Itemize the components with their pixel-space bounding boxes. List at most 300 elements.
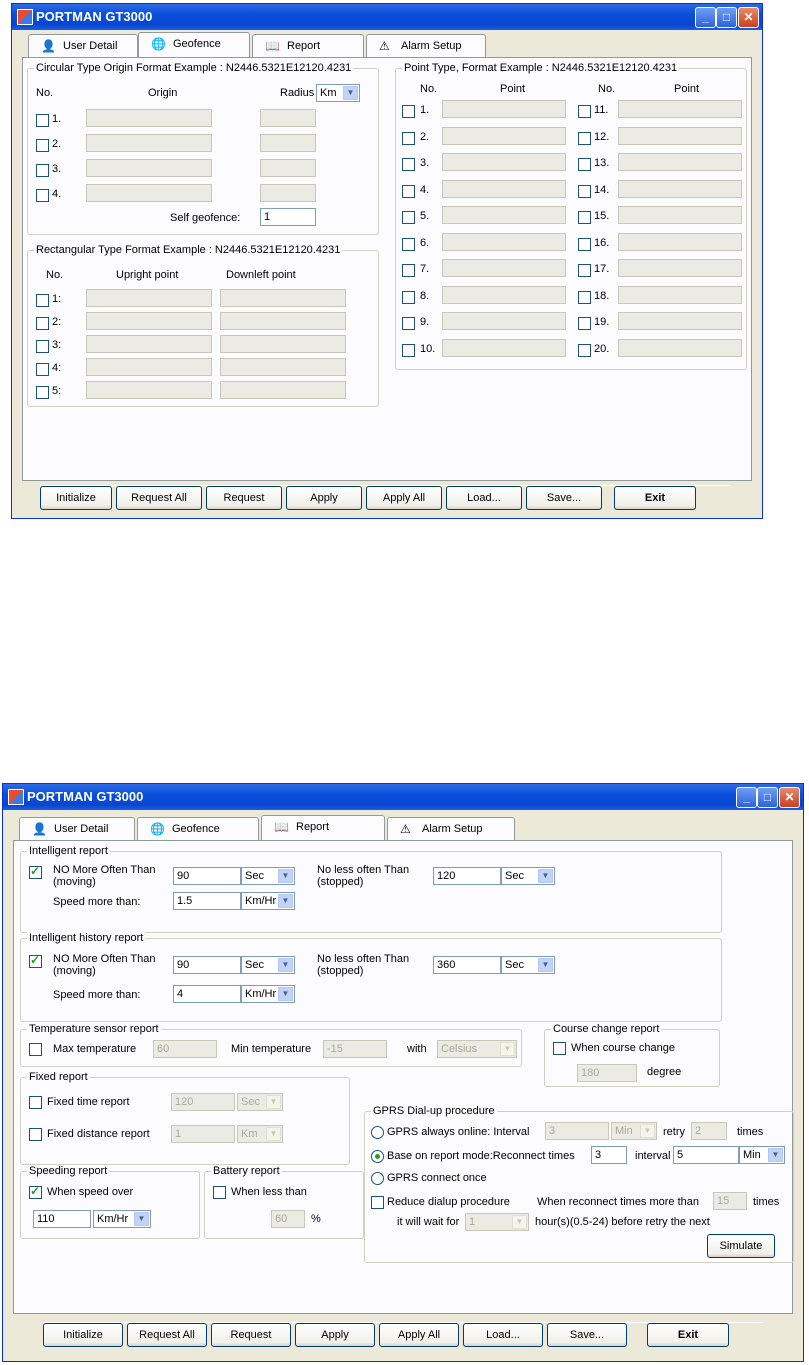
button-label: Exit bbox=[644, 492, 666, 504]
fixed-report-group bbox=[20, 1071, 350, 1165]
max-temperature-field[interactable] bbox=[153, 1040, 217, 1058]
request-button[interactable] bbox=[211, 1323, 291, 1347]
field-value: 60 bbox=[157, 1043, 170, 1055]
origin-field[interactable] bbox=[86, 109, 212, 127]
tab-alarm-setup[interactable] bbox=[387, 817, 515, 840]
radius-field[interactable] bbox=[260, 184, 316, 202]
row-number: 6. bbox=[420, 236, 430, 249]
degree-label: degree bbox=[647, 1066, 682, 1078]
column-header: No. bbox=[46, 269, 64, 281]
row-number: 12. bbox=[594, 130, 610, 143]
fixed-time-checkbox[interactable] bbox=[29, 1096, 42, 1109]
row-number: 20. bbox=[594, 342, 610, 355]
exit-button[interactable] bbox=[614, 486, 696, 510]
button-label: Load... bbox=[486, 1329, 520, 1341]
field-value: 60 bbox=[275, 1213, 288, 1225]
times-label: times bbox=[753, 1196, 780, 1208]
max-temperature-checkbox[interactable] bbox=[29, 1043, 42, 1056]
fixed-distance-field[interactable] bbox=[171, 1125, 235, 1143]
wait-label: it will wait for bbox=[397, 1216, 460, 1228]
temperature-group bbox=[20, 1023, 522, 1067]
field-value: 1 bbox=[264, 211, 271, 223]
column-header: Downleft point bbox=[226, 269, 296, 281]
simulate-button[interactable] bbox=[707, 1234, 775, 1258]
save-button[interactable] bbox=[547, 1323, 627, 1347]
initialize-button[interactable] bbox=[43, 1323, 123, 1347]
row-number: 15. bbox=[594, 210, 610, 222]
point-checkbox[interactable] bbox=[578, 132, 591, 145]
row-number: 5. bbox=[420, 210, 430, 222]
row-number: 2. bbox=[52, 138, 62, 150]
apply-button[interactable] bbox=[295, 1323, 375, 1347]
row-number: 2: bbox=[52, 316, 62, 328]
connect-once-radio[interactable] bbox=[371, 1172, 384, 1185]
warning-icon: ⚠ bbox=[400, 822, 411, 836]
point-field[interactable] bbox=[442, 153, 566, 171]
select-value: Sec bbox=[245, 959, 264, 971]
select-value: Sec bbox=[241, 1096, 260, 1108]
tab-label: Alarm Setup bbox=[401, 40, 462, 52]
globe-icon: 🌐 bbox=[150, 822, 165, 836]
gprs-group bbox=[364, 1105, 794, 1263]
retry-field[interactable] bbox=[691, 1122, 727, 1140]
column-header: Radius bbox=[280, 87, 315, 99]
button-bar bbox=[43, 1322, 763, 1351]
circular-group bbox=[27, 62, 379, 235]
no-more-unit-select[interactable] bbox=[241, 956, 295, 974]
point-field[interactable] bbox=[442, 312, 566, 330]
select-value: Km/Hr bbox=[97, 1213, 129, 1225]
speeding-value-field[interactable] bbox=[33, 1210, 91, 1228]
tab-label: User Detail bbox=[63, 40, 118, 52]
group-title: Point Type, Format Example : N2446.5321E12120.4231 bbox=[404, 62, 678, 74]
row-number: 11. bbox=[594, 104, 609, 116]
button-bar bbox=[40, 485, 730, 514]
point-field[interactable] bbox=[442, 206, 566, 224]
downleft-field[interactable] bbox=[220, 335, 346, 353]
field-value: 3 bbox=[549, 1125, 556, 1137]
rect-checkbox[interactable] bbox=[36, 363, 49, 376]
reduce-dialup-checkbox[interactable] bbox=[371, 1196, 384, 1209]
column-header: No. bbox=[598, 83, 616, 95]
speed-field[interactable] bbox=[173, 892, 241, 910]
column-header: Upright point bbox=[116, 269, 179, 281]
select-value: Km/Hr bbox=[245, 988, 277, 1000]
point-field[interactable] bbox=[618, 339, 742, 357]
globe-icon: 🌐 bbox=[151, 37, 166, 51]
downleft-field[interactable] bbox=[220, 312, 346, 330]
self-geofence-field[interactable] bbox=[260, 208, 316, 226]
select-value: Min bbox=[615, 1125, 633, 1137]
point-checkbox[interactable] bbox=[402, 291, 415, 304]
close-button[interactable]: ✕ bbox=[738, 7, 759, 28]
no-less-field[interactable] bbox=[433, 867, 501, 885]
user-detail-icon: 👤 bbox=[32, 822, 47, 836]
row-number: 16. bbox=[594, 236, 610, 249]
apply-all-button[interactable] bbox=[366, 486, 442, 510]
no-less-field[interactable] bbox=[433, 956, 501, 974]
downleft-field[interactable] bbox=[220, 358, 346, 376]
upright-field[interactable] bbox=[86, 381, 212, 399]
point-checkbox[interactable] bbox=[402, 132, 415, 145]
radius-field[interactable] bbox=[260, 109, 316, 127]
chevron-down-icon: ▼ bbox=[538, 958, 553, 972]
load-button[interactable] bbox=[463, 1323, 543, 1347]
speed-label: Speed more than: bbox=[53, 989, 141, 1001]
group-title: Intelligent history report bbox=[29, 932, 144, 944]
row-number: 4. bbox=[52, 188, 62, 200]
tab-report[interactable] bbox=[252, 34, 364, 57]
point-field[interactable] bbox=[442, 339, 566, 357]
point-field[interactable] bbox=[618, 312, 742, 330]
save-button[interactable] bbox=[526, 486, 602, 510]
field-value: 120 bbox=[437, 870, 456, 882]
point-checkbox[interactable] bbox=[402, 317, 415, 330]
button-label: Request All bbox=[139, 1329, 195, 1341]
tab-user-detail[interactable] bbox=[28, 34, 138, 57]
no-more-label: NO More Often Than (moving) bbox=[53, 953, 156, 977]
chevron-down-icon: ▼ bbox=[134, 1212, 149, 1226]
group-title: Fixed report bbox=[29, 1071, 88, 1083]
rect-checkbox[interactable] bbox=[36, 294, 49, 307]
circular-checkbox[interactable] bbox=[36, 114, 49, 127]
interval-label: interval bbox=[635, 1150, 671, 1162]
request-button[interactable] bbox=[206, 486, 282, 510]
point-checkbox[interactable] bbox=[402, 158, 415, 171]
point-field[interactable] bbox=[618, 153, 742, 171]
tab-label: Geofence bbox=[172, 823, 220, 835]
point-checkbox[interactable] bbox=[578, 291, 591, 304]
speeding-checkbox[interactable] bbox=[29, 1186, 42, 1199]
row-number: 2. bbox=[420, 130, 430, 143]
group-title: GPRS Dial-up procedure bbox=[373, 1105, 495, 1117]
point-field[interactable] bbox=[442, 127, 566, 145]
chevron-down-icon: ▼ bbox=[278, 958, 293, 972]
origin-field[interactable] bbox=[86, 134, 212, 152]
select-value: Sec bbox=[245, 870, 264, 882]
exit-button[interactable] bbox=[647, 1323, 729, 1347]
no-more-field[interactable] bbox=[173, 867, 241, 885]
upright-field[interactable] bbox=[86, 335, 212, 353]
row-number: 10. bbox=[420, 342, 436, 355]
tab-geofence[interactable] bbox=[138, 32, 250, 57]
book-icon: 📖 bbox=[274, 820, 289, 834]
column-header: Point bbox=[674, 83, 700, 95]
button-label: Apply bbox=[321, 1329, 349, 1341]
group-title: Rectangular Type Format Example : N2446.5321E12120.4231 bbox=[36, 244, 341, 256]
rect-checkbox[interactable] bbox=[36, 340, 49, 353]
no-more-unit-select[interactable] bbox=[241, 867, 295, 885]
history-report-group bbox=[20, 932, 722, 1022]
no-less-label: No less often Than (stopped) bbox=[317, 864, 410, 888]
title-bar[interactable] bbox=[3, 784, 803, 810]
point-checkbox[interactable] bbox=[402, 105, 415, 118]
tab-strip bbox=[19, 817, 799, 841]
always-interval-field[interactable] bbox=[545, 1122, 609, 1140]
point-field[interactable] bbox=[442, 100, 566, 118]
upright-field[interactable] bbox=[86, 358, 212, 376]
battery-group bbox=[204, 1165, 364, 1239]
initialize-button[interactable] bbox=[40, 486, 112, 510]
column-header: Origin bbox=[148, 87, 178, 99]
point-checkbox[interactable] bbox=[578, 185, 591, 198]
field-value: -15 bbox=[327, 1043, 343, 1055]
field-value: 120 bbox=[175, 1096, 194, 1108]
with-label: with bbox=[407, 1043, 427, 1055]
circular-checkbox[interactable] bbox=[36, 189, 49, 202]
tab-label: Report bbox=[287, 40, 321, 52]
column-header: Point bbox=[500, 83, 526, 95]
select-value: Sec bbox=[505, 959, 524, 971]
point-checkbox[interactable] bbox=[578, 158, 591, 171]
window-title: PORTMAN GT3000 bbox=[36, 9, 153, 24]
reduce-dialup-label: Reduce dialup procedure bbox=[387, 1196, 510, 1208]
tab-label: Alarm Setup bbox=[422, 823, 483, 835]
field-value: 110 bbox=[37, 1213, 55, 1225]
row-number: 19. bbox=[594, 316, 610, 328]
hours-label: hour(s)(0.5-24) before retry the next bbox=[535, 1216, 710, 1228]
field-value: 2 bbox=[695, 1125, 702, 1137]
row-number: 3. bbox=[52, 163, 62, 175]
button-label: Apply bbox=[310, 492, 338, 504]
row-number: 1. bbox=[52, 113, 62, 125]
point-field[interactable] bbox=[618, 100, 742, 118]
chevron-down-icon: ▼ bbox=[266, 1127, 281, 1141]
chevron-down-icon: ▼ bbox=[278, 894, 293, 908]
field-value: 1 bbox=[175, 1128, 182, 1140]
when-reconnect-label: When reconnect times more than bbox=[537, 1196, 700, 1208]
row-number: 1: bbox=[52, 293, 62, 305]
chevron-down-icon: ▼ bbox=[278, 987, 293, 1001]
row-number: 8. bbox=[420, 289, 430, 302]
tab-label: Geofence bbox=[173, 38, 221, 50]
interval-unit-select[interactable] bbox=[739, 1146, 785, 1164]
course-degree-field[interactable] bbox=[577, 1064, 637, 1082]
max-temperature-label: Max temperature bbox=[53, 1043, 137, 1055]
row-number: 18. bbox=[594, 289, 610, 302]
point-group bbox=[395, 62, 747, 370]
gprs-always-online-radio[interactable] bbox=[371, 1126, 384, 1139]
group-title: Battery report bbox=[213, 1165, 280, 1177]
button-label: Save... bbox=[546, 492, 582, 504]
field-value: 90 bbox=[177, 959, 190, 971]
no-more-field[interactable] bbox=[173, 956, 241, 974]
tab-alarm-setup[interactable] bbox=[366, 34, 486, 57]
point-field[interactable] bbox=[442, 286, 566, 304]
point-field[interactable] bbox=[618, 233, 742, 251]
title-bar[interactable] bbox=[12, 4, 762, 30]
row-number: 17. bbox=[594, 263, 610, 275]
point-field[interactable] bbox=[618, 180, 742, 198]
tab-strip bbox=[28, 34, 748, 58]
point-checkbox[interactable] bbox=[402, 238, 415, 251]
fixed-distance-checkbox[interactable] bbox=[29, 1128, 42, 1141]
select-value: Sec bbox=[505, 870, 524, 882]
minimize-button[interactable]: _ bbox=[736, 787, 757, 808]
downleft-field[interactable] bbox=[220, 289, 346, 307]
fixed-distance-unit-select[interactable] bbox=[237, 1125, 283, 1143]
point-checkbox[interactable] bbox=[578, 211, 591, 224]
no-less-unit-select[interactable] bbox=[501, 956, 555, 974]
report-window bbox=[2, 783, 804, 1362]
book-icon: 📖 bbox=[265, 39, 280, 53]
row-number: 9. bbox=[420, 316, 430, 328]
point-checkbox[interactable] bbox=[402, 264, 415, 277]
chevron-down-icon: ▼ bbox=[768, 1148, 783, 1162]
point-field[interactable] bbox=[618, 286, 742, 304]
chevron-down-icon: ▼ bbox=[278, 869, 293, 883]
upright-field[interactable] bbox=[86, 312, 212, 330]
geofence-window bbox=[11, 3, 763, 519]
select-value: Celsius bbox=[441, 1043, 478, 1055]
chevron-down-icon: ▼ bbox=[512, 1215, 527, 1229]
circular-checkbox[interactable] bbox=[36, 139, 49, 152]
button-label: Apply All bbox=[397, 1329, 441, 1341]
always-interval-unit-select[interactable] bbox=[611, 1122, 657, 1140]
point-field[interactable] bbox=[442, 180, 566, 198]
button-label: Apply All bbox=[382, 492, 426, 504]
row-number: 4: bbox=[52, 362, 62, 374]
upright-field[interactable] bbox=[86, 289, 212, 307]
history-report-checkbox[interactable] bbox=[29, 955, 42, 968]
maximize-button[interactable]: □ bbox=[716, 7, 737, 28]
field-value: 4 bbox=[177, 988, 184, 1000]
wait-hours-select[interactable] bbox=[465, 1213, 529, 1231]
minimize-button[interactable]: _ bbox=[695, 7, 716, 28]
course-change-checkbox[interactable] bbox=[553, 1042, 566, 1055]
intelligent-report-checkbox[interactable] bbox=[29, 866, 42, 879]
request-all-button[interactable] bbox=[127, 1323, 207, 1347]
report-mode-radio[interactable] bbox=[371, 1150, 384, 1163]
battery-checkbox[interactable] bbox=[213, 1186, 226, 1199]
rect-checkbox[interactable] bbox=[36, 386, 49, 399]
no-less-label: No less often Than (stopped) bbox=[317, 953, 410, 977]
tab-user-detail[interactable] bbox=[19, 817, 135, 840]
intelligent-report-group bbox=[20, 845, 722, 933]
tab-report[interactable] bbox=[261, 815, 385, 840]
tab-geofence[interactable] bbox=[137, 817, 259, 840]
button-label: Request All bbox=[131, 492, 187, 504]
no-less-unit-select[interactable] bbox=[501, 867, 555, 885]
rectangular-group bbox=[27, 244, 379, 407]
column-header: No. bbox=[420, 83, 438, 95]
interval-field[interactable] bbox=[673, 1146, 739, 1164]
radius-field[interactable] bbox=[260, 134, 316, 152]
radius-unit-select[interactable] bbox=[316, 84, 360, 102]
field-value: 360 bbox=[437, 959, 456, 971]
close-button[interactable]: ✕ bbox=[779, 787, 800, 808]
row-number: 13. bbox=[594, 157, 610, 169]
chevron-down-icon: ▼ bbox=[343, 86, 358, 100]
fixed-time-field[interactable] bbox=[171, 1093, 235, 1111]
reconnect-times-field[interactable] bbox=[591, 1146, 627, 1164]
radius-field[interactable] bbox=[260, 159, 316, 177]
point-field[interactable] bbox=[442, 259, 566, 277]
point-field[interactable] bbox=[618, 259, 742, 277]
point-checkbox[interactable] bbox=[578, 238, 591, 251]
row-number: 7. bbox=[420, 263, 430, 275]
button-label: Request bbox=[230, 1329, 272, 1341]
point-field[interactable] bbox=[618, 206, 742, 224]
fixed-time-unit-select[interactable] bbox=[237, 1093, 283, 1111]
apply-all-button[interactable] bbox=[379, 1323, 459, 1347]
point-checkbox[interactable] bbox=[578, 105, 591, 118]
row-number: 5: bbox=[52, 385, 62, 397]
point-checkbox[interactable] bbox=[578, 317, 591, 330]
row-number: 3: bbox=[52, 339, 62, 351]
button-label: Save... bbox=[569, 1329, 605, 1341]
group-title: Circular Type Origin Format Example : N2446.5321E12120.4231 bbox=[36, 62, 352, 74]
speed-unit-select[interactable] bbox=[241, 985, 295, 1003]
rect-checkbox[interactable] bbox=[36, 317, 49, 330]
chevron-down-icon: ▼ bbox=[640, 1124, 655, 1138]
window-title: PORTMAN GT3000 bbox=[27, 789, 144, 804]
apply-button[interactable] bbox=[286, 486, 362, 510]
battery-value-field[interactable] bbox=[271, 1210, 305, 1228]
percent-label: % bbox=[311, 1213, 321, 1225]
select-value: Km bbox=[241, 1128, 258, 1140]
circular-checkbox[interactable] bbox=[36, 164, 49, 177]
point-field[interactable] bbox=[442, 233, 566, 251]
geofence-panel bbox=[22, 57, 752, 481]
point-checkbox[interactable] bbox=[578, 344, 591, 357]
field-value: 90 bbox=[177, 870, 190, 882]
button-label: Simulate bbox=[719, 1240, 763, 1252]
row-number: 1. bbox=[420, 104, 430, 116]
fixed-time-label: Fixed time report bbox=[47, 1096, 130, 1108]
retry-label: retry bbox=[663, 1126, 685, 1138]
button-label: Exit bbox=[677, 1329, 699, 1341]
downleft-field[interactable] bbox=[220, 381, 346, 399]
speeding-unit-select[interactable] bbox=[93, 1210, 151, 1228]
speeding-group bbox=[20, 1165, 200, 1239]
connect-once-label: GPRS connect once bbox=[387, 1172, 487, 1184]
field-value: 1.5 bbox=[177, 895, 193, 907]
group-title: Temperature sensor report bbox=[29, 1023, 159, 1035]
point-field[interactable] bbox=[618, 127, 742, 145]
request-all-button[interactable] bbox=[116, 486, 202, 510]
column-header: No. bbox=[36, 87, 54, 99]
report-mode-label: Base on report mode:Reconnect times bbox=[387, 1150, 575, 1162]
speed-unit-select[interactable] bbox=[241, 892, 295, 910]
temperature-unit-select[interactable] bbox=[437, 1040, 517, 1058]
origin-field[interactable] bbox=[86, 184, 212, 202]
point-checkbox[interactable] bbox=[402, 344, 415, 357]
point-checkbox[interactable] bbox=[402, 185, 415, 198]
tab-label: User Detail bbox=[54, 823, 109, 835]
user-detail-icon: 👤 bbox=[41, 39, 56, 53]
point-checkbox[interactable] bbox=[578, 264, 591, 277]
min-temperature-field[interactable] bbox=[323, 1040, 387, 1058]
self-geofence-label: Self geofence: bbox=[170, 212, 241, 224]
button-label: Initialize bbox=[63, 1329, 103, 1341]
maximize-button[interactable]: □ bbox=[757, 787, 778, 808]
origin-field[interactable] bbox=[86, 159, 212, 177]
reconnect-threshold-field[interactable] bbox=[713, 1192, 747, 1210]
fixed-distance-label: Fixed distance report bbox=[47, 1128, 150, 1140]
group-title: Speeding report bbox=[29, 1165, 108, 1177]
warning-icon: ⚠ bbox=[379, 39, 390, 53]
button-label: Initialize bbox=[56, 492, 96, 504]
load-button[interactable] bbox=[446, 486, 522, 510]
battery-label: When less than bbox=[231, 1186, 307, 1198]
group-title: Course change report bbox=[553, 1023, 660, 1035]
point-checkbox[interactable] bbox=[402, 211, 415, 224]
field-value: 3 bbox=[595, 1149, 602, 1161]
select-value: Min bbox=[743, 1149, 761, 1161]
times-label: times bbox=[737, 1126, 764, 1138]
speed-field[interactable] bbox=[173, 985, 241, 1003]
